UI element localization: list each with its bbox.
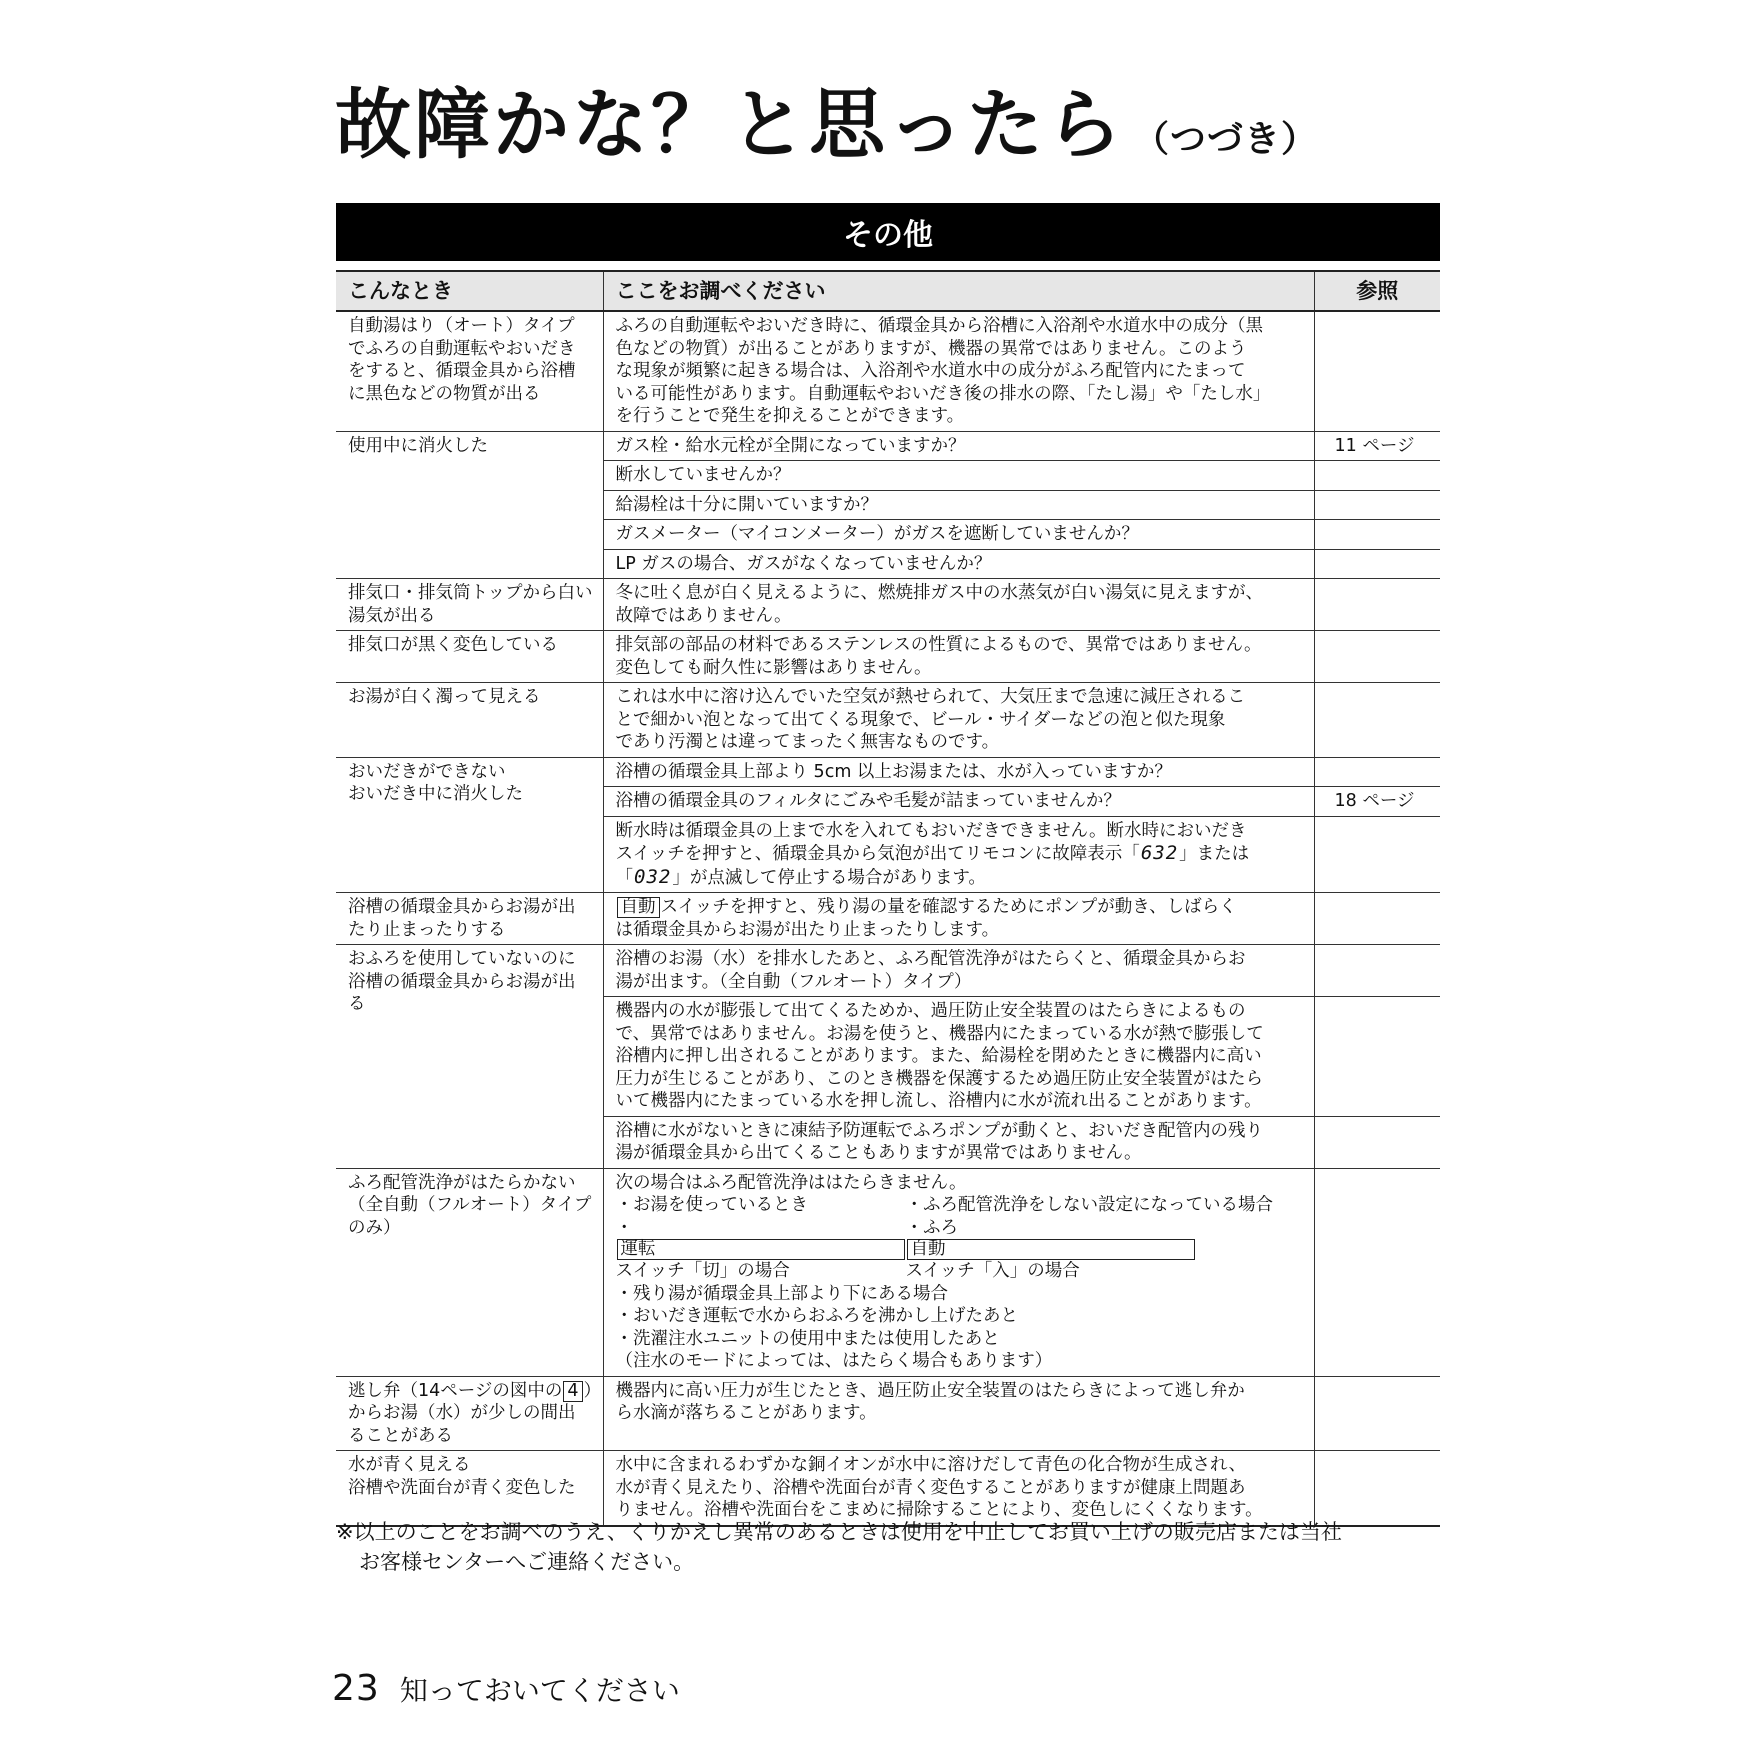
answer-line: 変色しても耐久性に影響はありません。 — [615, 657, 932, 678]
answer-cell — [603, 997, 1314, 1117]
answer-cell — [603, 893, 1314, 945]
answer-line: 機器内の水が膨張して出てくるためか、過圧防止安全装置のはたらきによるもの — [615, 1001, 1246, 1021]
footnote-line: お客様センターへご連絡ください。 — [359, 1550, 695, 1574]
answer-line: これは水中に溶け込んでいた空気が熱せられて、大気圧まで急速に減圧されるこ — [615, 687, 1246, 707]
figure-number-badge: 4 — [563, 1381, 582, 1402]
answer-text: スイッチを押すと、残り湯の量を確認するためにポンプが動き、しばらく — [660, 897, 1237, 917]
answer-line: いて機器内にたまっている水を押し流し、浴槽内に水が流れ出ることがあります。 — [615, 1091, 1262, 1111]
ref-cell — [1314, 311, 1440, 431]
table-row — [336, 945, 1440, 997]
ref-cell — [1314, 1116, 1440, 1168]
answer-line: ら水滴が落ちることがあります。 — [615, 1403, 877, 1423]
answer-line: 浴槽のお湯（水）を排水したあと、ふろ配管洗浄がはたらくと、循環金具からお — [615, 949, 1246, 969]
condition-item — [906, 1217, 1196, 1283]
condition-text: ・ふろ — [905, 1217, 958, 1238]
page-number: 23 — [332, 1668, 380, 1709]
answer-cell: ガス栓・給水元栓が全開になっていますか？ — [603, 431, 1314, 461]
auto-switch-key: 自動 — [907, 1239, 1195, 1260]
ref-cell: 11 ページ — [1314, 431, 1440, 461]
answer-line: 浴槽に水がないときに凍結予防運転でふろポンプが動くと、おいだき配管内の残り — [615, 1120, 1263, 1141]
table-row — [336, 431, 1440, 461]
condition-note: （注水のモードによっては、はたらく場合もあります） — [615, 1351, 1053, 1371]
answer-cell — [603, 579, 1314, 631]
answer-line: 機器内に高い圧力が生じたとき、過圧防止安全装置のはたらきによって逃し弁か — [615, 1380, 1245, 1401]
answer-line: 湯が出ます。（全自動（フルオート）タイプ） — [615, 971, 972, 992]
condition-item: ・ふろ配管洗浄をしない設定になっている場合 — [905, 1195, 1273, 1215]
symptom-cell — [336, 1376, 603, 1451]
ref-cell — [1314, 945, 1440, 997]
symptom-cell: ふろ配管洗浄がはたらかない（全自動（フルオート）タイプのみ） — [336, 1168, 603, 1376]
ref-cell — [1314, 757, 1440, 787]
answer-cell — [603, 1451, 1314, 1526]
answer-cell — [603, 945, 1314, 997]
answer-cell — [603, 1376, 1314, 1451]
footnote — [336, 1517, 1446, 1577]
answer-cell — [603, 631, 1314, 683]
answer-line: で、異常ではありません。お湯を使うと、機器内にたまっている水が熱で膨張して — [615, 1023, 1264, 1044]
footnote-line: ※以上のことをお調べのうえ、くりかえし異常のあるときは使用を中止してお買い上げの販売店または当社 — [336, 1520, 1342, 1544]
answer-cell — [603, 816, 1314, 893]
table-row — [336, 579, 1440, 631]
answer-line: は循環金具からお湯が出たり止まったりします。 — [615, 919, 1000, 940]
answer-line: 水中に含まれるわずかな銅イオンが水中に溶けだして青色の化合物が生成され、 — [615, 1455, 1247, 1475]
ref-cell — [1314, 893, 1440, 945]
auto-switch-key: 自動 — [617, 897, 660, 918]
condition-pair — [616, 1217, 1302, 1283]
symptom-cell: おふろを使用していないのに浴槽の循環金具からお湯が出る — [336, 945, 603, 1169]
condition-item: ・お湯を使っているとき — [615, 1195, 808, 1215]
ref-cell — [1314, 579, 1440, 631]
answer-line: りません。浴槽や洗面台をこまめに掃除することにより、変色しにくくなります。 — [615, 1500, 1263, 1520]
symptom-text: ）からお湯（水）が少しの間出ることがある — [348, 1380, 593, 1446]
symptom-cell: 排気口・排気筒トップから白い湯気が出る — [336, 579, 603, 631]
answer-line: 湯が循環金具から出てくることもありますが異常ではありません。 — [615, 1143, 1142, 1163]
condition-item: ・洗濯注水ユニットの使用中または使用したあと — [615, 1328, 1000, 1349]
answer-cell — [603, 1116, 1314, 1168]
ref-cell — [1314, 816, 1440, 893]
power-switch-key: 運転 — [617, 1239, 905, 1260]
table-row — [336, 1376, 1440, 1451]
answer-line: とで細かい泡となって出てくる現象で、ビール・サイダーなどの泡と似た現象 — [615, 709, 1226, 730]
table-header-row — [336, 271, 1440, 311]
ref-cell — [1314, 1451, 1440, 1526]
answer-cell: 浴槽の循環金具上部より 5cm 以上お湯または、水が入っていますか？ — [603, 757, 1314, 787]
ref-cell: 18 ページ — [1314, 787, 1440, 817]
symptom-cell: 浴槽の循環金具からお湯が出たり止まったりする — [336, 893, 603, 945]
symptom-cell — [336, 757, 603, 893]
symptom-line: おいだき中に消火した — [348, 784, 523, 804]
ref-cell — [1314, 1376, 1440, 1451]
answer-line: 冬に吐く息が白く見えるように、燃焼排ガス中の水蒸気が白い湯気に見えますが、 — [615, 583, 1263, 603]
answer-line: いる可能性があります。自動運転やおいだき後の排水の際、「たし湯」や「たし水」 — [615, 383, 1271, 404]
page-footer — [332, 1668, 680, 1709]
condition-pair — [616, 1194, 1302, 1217]
table-row — [336, 311, 1440, 431]
answer-line: 浴槽内に押し出されることがあります。また、給湯栓を閉めたときに機器内に高い — [615, 1046, 1262, 1066]
page-title — [335, 80, 1318, 185]
section-title: その他 — [843, 218, 933, 253]
bullet: ・ — [615, 1217, 633, 1238]
ref-cell — [1314, 1168, 1440, 1376]
answer-line: 断水時は循環金具の上まで水を入れてもおいだきできません。断水時においだき — [615, 820, 1247, 841]
answer-cell: 断水していませんか？ — [603, 461, 1314, 491]
ref-cell — [1314, 549, 1440, 579]
symptom-line: おいだきができない — [348, 761, 506, 782]
symptom-cell: 使用中に消火した — [336, 431, 603, 579]
header-symptom: こんなとき — [336, 271, 603, 311]
symptom-text: 逃し弁（14ページの図中の — [348, 1380, 563, 1401]
answer-line: 圧力が生じることがあり、このとき機器を保護するため過圧防止安全装置がはたら — [615, 1068, 1263, 1089]
condition-item — [616, 1217, 906, 1283]
answer-text: 」または — [1179, 844, 1250, 864]
ref-cell — [1314, 461, 1440, 491]
answer-line: 故障ではありません。 — [615, 605, 792, 626]
answer-line: ふろの自動運転やおいだき時に、循環金具から浴槽に入浴剤や水道水中の成分（黒 — [615, 316, 1263, 336]
answer-line — [616, 866, 1302, 890]
ref-cell — [1314, 520, 1440, 550]
table-row — [336, 1451, 1440, 1526]
answer-line: を行うことで発生を抑えることができます。 — [615, 406, 965, 426]
answer-line — [616, 896, 1302, 919]
condition-item: ・おいだき運転で水からおふろを沸かし上げたあと — [615, 1306, 1018, 1326]
ref-cell — [1314, 997, 1440, 1117]
error-code-display: 632 — [1140, 842, 1179, 864]
table-row — [336, 1168, 1440, 1376]
symptom-cell: 排気口が黒く変色している — [336, 631, 603, 683]
symptom-line: 水が青く見える — [348, 1455, 471, 1475]
answer-text: スイッチを押すと、循環金具から気泡が出てリモコンに故障表示「 — [615, 844, 1140, 864]
symptom-cell: お湯が白く濁って見える — [336, 683, 603, 758]
answer-cell — [603, 1168, 1314, 1376]
answer-line — [616, 842, 1302, 866]
section-name: 知っておいてください — [399, 1674, 680, 1707]
table-row — [336, 631, 1440, 683]
answer-cell: 給湯栓は十分に開いていますか？ — [603, 490, 1314, 520]
answer-line: な現象が頻繁に起きる場合は、入浴剤や水道水中の成分がふろ配管内にたまって — [615, 361, 1246, 381]
answer-cell — [603, 683, 1314, 758]
answer-text: 「 — [615, 867, 633, 888]
condition-item: ・残り湯が循環金具上部より下にある場合 — [615, 1283, 948, 1304]
header-ref: 参照 — [1314, 271, 1440, 311]
error-code-display: 032 — [634, 865, 672, 888]
table-row — [336, 683, 1440, 758]
symptom-cell — [336, 1451, 603, 1526]
condition-text: スイッチ「入」の場合 — [905, 1261, 1080, 1281]
answer-line: 色などの物質）が出ることがありますが、機器の異常ではありません。このよう — [615, 338, 1247, 359]
page-title-sub: （つづき） — [1133, 119, 1319, 160]
answer-line: 次の場合はふろ配管洗浄ははたらきません。 — [615, 1172, 967, 1193]
header-check: ここをお調べください — [603, 271, 1314, 311]
symptom-cell: 自動湯はり（オート）タイプでふろの自動運転やおいだきをすると、循環金具から浴槽に黒色などの物質が出る — [336, 311, 603, 431]
page-title-main: 故障かな？と思ったら — [335, 80, 1125, 169]
ref-cell — [1314, 683, 1440, 758]
condition-text: スイッチ「切」の場合 — [615, 1261, 790, 1281]
answer-cell: ガスメーター（マイコンメーター）がガスを遮断していませんか？ — [603, 520, 1314, 550]
answer-line: 排気部の部品の材料であるステンレスの性質によるもので、異常ではありません。 — [615, 635, 1262, 655]
section-header — [336, 203, 1440, 261]
table-row — [336, 893, 1440, 945]
answer-line: であり汚濁とは違ってまったく無害なものです。 — [615, 732, 1000, 752]
answer-cell: LP ガスの場合、ガスがなくなっていませんか？ — [603, 549, 1314, 579]
table-row — [336, 757, 1440, 787]
symptom-line: 浴槽や洗面台が青く変色した — [348, 1477, 576, 1498]
troubleshooting-table — [336, 270, 1440, 1527]
answer-cell: 浴槽の循環金具のフィルタにごみや毛髪が詰まっていませんか？ — [603, 787, 1314, 817]
answer-line: 水が青く見えたり、浴槽や洗面台が青く変色することがありますが健康上問題あ — [615, 1477, 1246, 1498]
ref-cell — [1314, 490, 1440, 520]
ref-cell — [1314, 631, 1440, 683]
answer-cell — [603, 311, 1314, 431]
answer-text: 」が点滅して停止する場合があります。 — [672, 867, 986, 888]
